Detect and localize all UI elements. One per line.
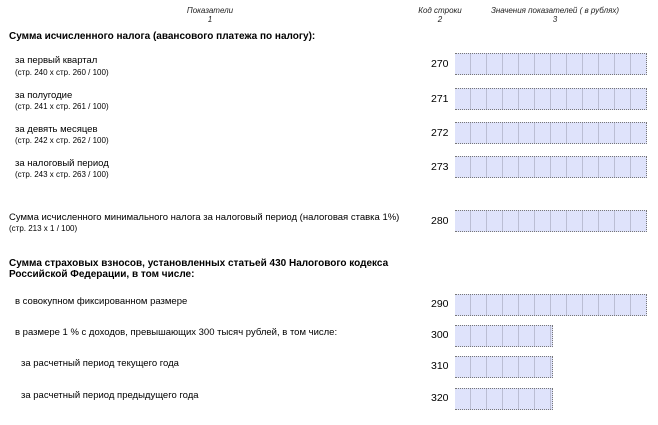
row-code: 290 (431, 298, 449, 310)
section1-title: Сумма исчисленного налога (авансового платежа по налогу): (9, 31, 316, 42)
row-code: 270 (431, 58, 449, 70)
row-formula: (стр. 240 x стр. 260 / 100) (15, 68, 109, 77)
col1-header: Показатели 1 (186, 6, 234, 24)
field-273[interactable] (455, 156, 647, 178)
row-label: за расчетный период предыдущего года (21, 390, 199, 401)
row-code: 300 (431, 329, 449, 341)
field-320[interactable] (455, 388, 553, 410)
row-code: 272 (431, 127, 449, 139)
field-271[interactable] (455, 88, 647, 110)
col2-header: Код строки 2 (418, 6, 462, 24)
section2-title: Сумма страховых взносов, установленных статьей 430 Налогового кодекса Российской Федерации, в том числе: (9, 258, 389, 280)
row-label: в совокупном фиксированном размере (15, 296, 188, 307)
row-formula: (стр. 242 x стр. 262 / 100) (15, 136, 109, 145)
row-code: 280 (431, 215, 449, 227)
min-tax-formula: (стр. 213 x 1 / 100) (9, 224, 78, 233)
row-label: за расчетный период текущего года (21, 358, 179, 369)
row-formula: (стр. 243 x стр. 263 / 100) (15, 170, 109, 179)
field-270[interactable] (455, 53, 647, 75)
row-code: 273 (431, 161, 449, 173)
row-label: за полугодие (15, 90, 73, 101)
field-272[interactable] (455, 122, 647, 144)
field-290[interactable] (455, 294, 647, 316)
row-label: за девять месяцев (15, 124, 98, 135)
field-310[interactable] (455, 356, 553, 378)
row-formula: (стр. 241 x стр. 261 / 100) (15, 102, 109, 111)
field-280[interactable] (455, 210, 647, 232)
row-label: за первый квартал (15, 55, 98, 66)
field-300[interactable] (455, 325, 553, 347)
min-tax-label: Сумма исчисленного минимального налога за налоговый период (налоговая ставка 1%) (9, 212, 400, 223)
row-label: в размере 1 % с доходов, превышающих 300 тысяч рублей, в том числе: (15, 327, 338, 338)
row-code: 320 (431, 392, 449, 404)
row-label: за налоговый период (15, 158, 109, 169)
row-code: 271 (431, 93, 449, 105)
col3-header: Значения показателей ( в рублях) 3 (490, 6, 620, 24)
row-code: 310 (431, 360, 449, 372)
